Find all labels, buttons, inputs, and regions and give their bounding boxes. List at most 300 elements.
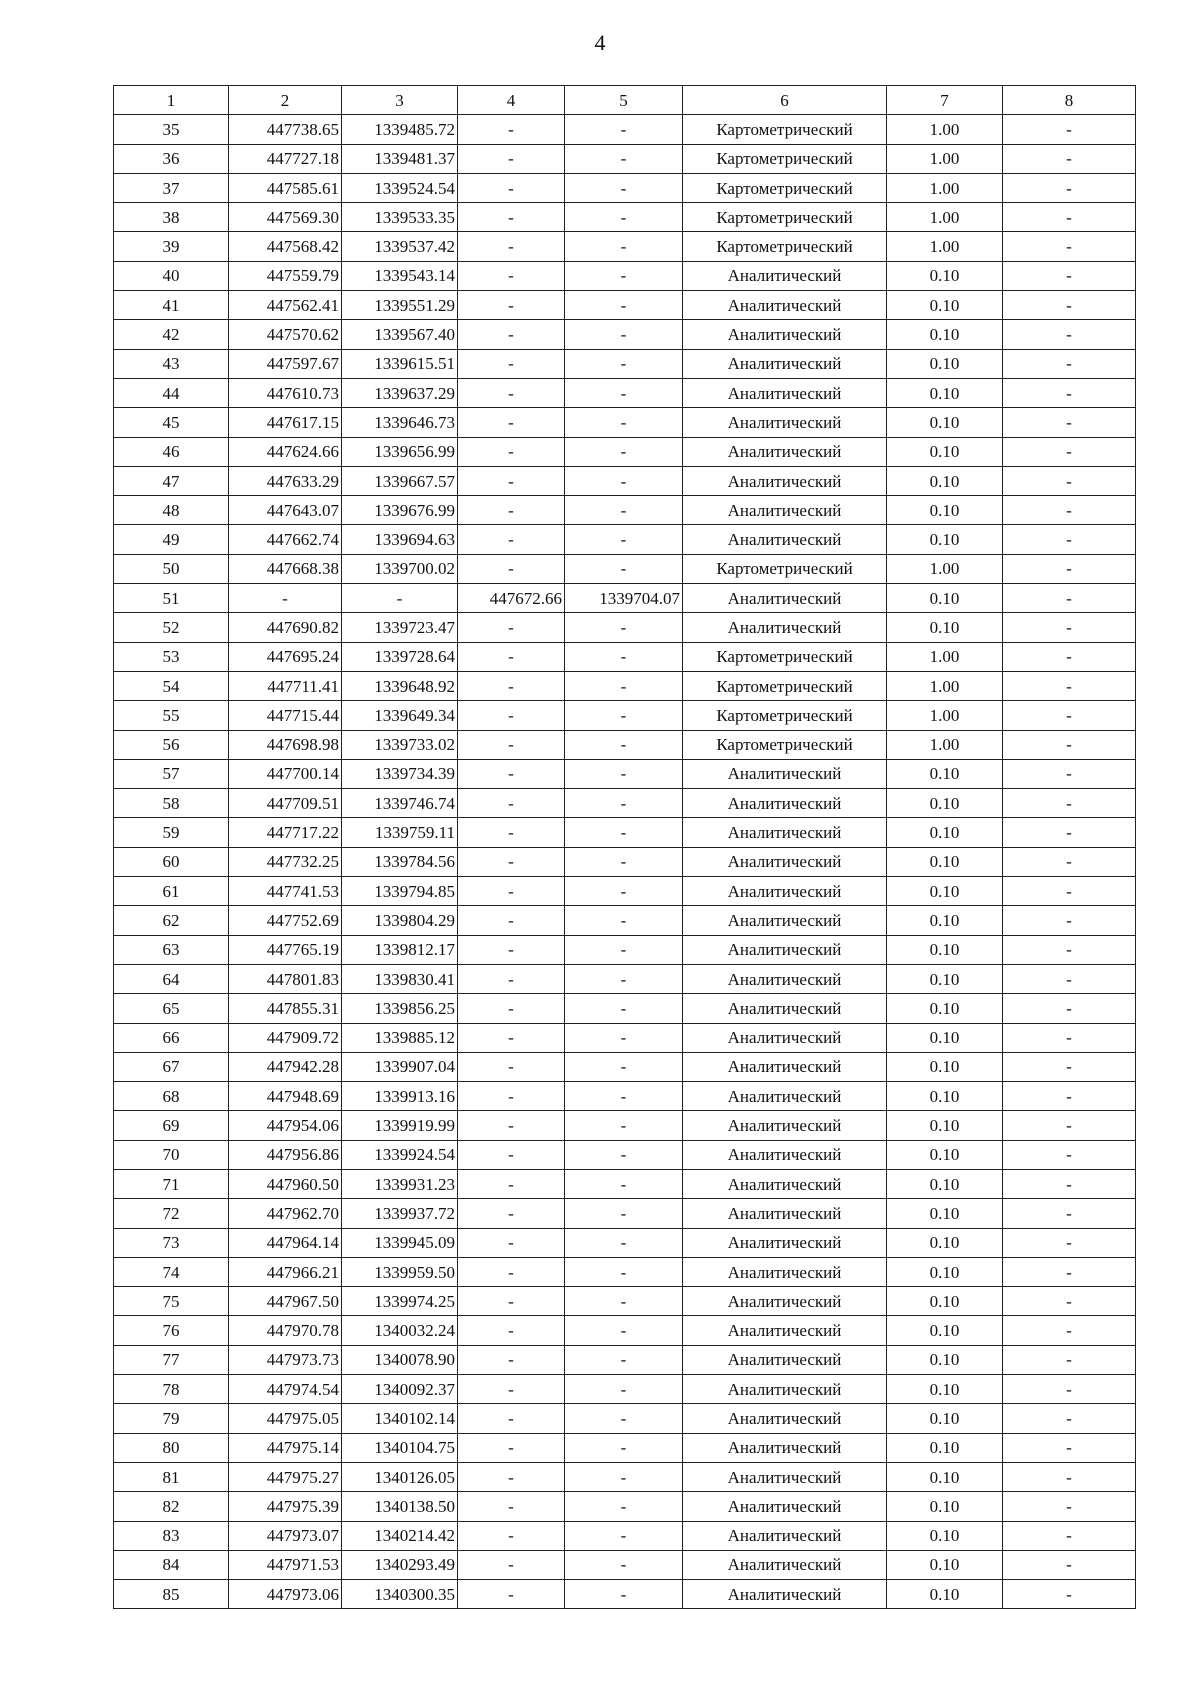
column-header: 8 (1003, 86, 1136, 115)
y-coordinate-cell: 1339812.17 (342, 935, 458, 964)
accuracy-cell: 0.10 (887, 1462, 1003, 1491)
method-cell: Аналитический (683, 1287, 887, 1316)
column-header: 4 (458, 86, 565, 115)
method-cell: Картометрический (683, 642, 887, 671)
y-new-cell: - (565, 115, 683, 144)
table-row (114, 1287, 1136, 1316)
table-row (114, 1169, 1136, 1198)
note-cell: - (1003, 261, 1136, 290)
method-cell: Аналитический (683, 1111, 887, 1140)
note-cell: - (1003, 935, 1136, 964)
accuracy-cell: 0.10 (887, 877, 1003, 906)
x-coordinate-cell: 447956.86 (229, 1140, 342, 1169)
accuracy-cell: 1.00 (887, 554, 1003, 583)
y-new-cell: - (565, 906, 683, 935)
note-cell: - (1003, 291, 1136, 320)
y-new-cell: 1339704.07 (565, 584, 683, 613)
table-row (114, 291, 1136, 320)
point-number-cell: 48 (114, 496, 229, 525)
x-coordinate-cell: 447973.07 (229, 1521, 342, 1550)
y-coordinate-cell: 1339804.29 (342, 906, 458, 935)
point-number-cell: 68 (114, 1082, 229, 1111)
table-row (114, 1404, 1136, 1433)
accuracy-cell: 0.10 (887, 1228, 1003, 1257)
accuracy-cell: 0.10 (887, 847, 1003, 876)
accuracy-cell: 0.10 (887, 1375, 1003, 1404)
y-coordinate-cell: 1340092.37 (342, 1375, 458, 1404)
x-coordinate-cell: 447568.42 (229, 232, 342, 261)
table-row (114, 671, 1136, 700)
y-new-cell: - (565, 789, 683, 818)
note-cell: - (1003, 818, 1136, 847)
table-row (114, 759, 1136, 788)
method-cell: Аналитический (683, 261, 887, 290)
note-cell: - (1003, 613, 1136, 642)
x-new-cell: - (458, 730, 565, 759)
point-number-cell: 55 (114, 701, 229, 730)
note-cell: - (1003, 1082, 1136, 1111)
x-coordinate-cell: 447668.38 (229, 554, 342, 583)
x-coordinate-cell: 447948.69 (229, 1082, 342, 1111)
x-coordinate-cell: 447974.54 (229, 1375, 342, 1404)
x-new-cell: - (458, 789, 565, 818)
point-number-cell: 71 (114, 1169, 229, 1198)
method-cell: Аналитический (683, 1492, 887, 1521)
accuracy-cell: 1.00 (887, 115, 1003, 144)
table-row (114, 1023, 1136, 1052)
x-coordinate-cell: 447709.51 (229, 789, 342, 818)
note-cell: - (1003, 320, 1136, 349)
note-cell: - (1003, 437, 1136, 466)
x-coordinate-cell: 447695.24 (229, 642, 342, 671)
note-cell: - (1003, 701, 1136, 730)
table-row (114, 466, 1136, 495)
note-cell: - (1003, 1111, 1136, 1140)
note-cell: - (1003, 554, 1136, 583)
table-row (114, 613, 1136, 642)
y-coordinate-cell: 1340300.35 (342, 1580, 458, 1609)
table-row (114, 1082, 1136, 1111)
method-cell: Аналитический (683, 1228, 887, 1257)
y-coordinate-cell: 1339656.99 (342, 437, 458, 466)
table-row (114, 349, 1136, 378)
y-coordinate-cell: 1339694.63 (342, 525, 458, 554)
y-new-cell: - (565, 818, 683, 847)
x-coordinate-cell: 447970.78 (229, 1316, 342, 1345)
x-coordinate-cell: 447855.31 (229, 994, 342, 1023)
method-cell: Аналитический (683, 1023, 887, 1052)
accuracy-cell: 1.00 (887, 730, 1003, 759)
accuracy-cell: 0.10 (887, 349, 1003, 378)
method-cell: Аналитический (683, 1404, 887, 1433)
point-number-cell: 65 (114, 994, 229, 1023)
y-coordinate-cell: 1339885.12 (342, 1023, 458, 1052)
x-new-cell: - (458, 349, 565, 378)
table-row (114, 935, 1136, 964)
method-cell: Аналитический (683, 1169, 887, 1198)
y-coordinate-cell: 1339794.85 (342, 877, 458, 906)
y-new-cell: - (565, 730, 683, 759)
accuracy-cell: 1.00 (887, 173, 1003, 202)
method-cell: Картометрический (683, 232, 887, 261)
note-cell: - (1003, 466, 1136, 495)
note-cell: - (1003, 1375, 1136, 1404)
note-cell: - (1003, 525, 1136, 554)
y-coordinate-cell: 1340102.14 (342, 1404, 458, 1433)
accuracy-cell: 0.10 (887, 1287, 1003, 1316)
y-new-cell: - (565, 613, 683, 642)
method-cell: Аналитический (683, 906, 887, 935)
x-coordinate-cell: 447690.82 (229, 613, 342, 642)
y-new-cell: - (565, 1287, 683, 1316)
method-cell: Аналитический (683, 818, 887, 847)
x-coordinate-cell: 447559.79 (229, 261, 342, 290)
method-cell: Аналитический (683, 291, 887, 320)
y-coordinate-cell: 1339830.41 (342, 964, 458, 993)
x-new-cell: - (458, 1345, 565, 1374)
y-coordinate-cell: 1339728.64 (342, 642, 458, 671)
method-cell: Аналитический (683, 1199, 887, 1228)
column-header: 7 (887, 86, 1003, 115)
note-cell: - (1003, 1199, 1136, 1228)
method-cell: Аналитический (683, 1462, 887, 1491)
method-cell: Аналитический (683, 1433, 887, 1462)
note-cell: - (1003, 349, 1136, 378)
table-row (114, 1228, 1136, 1257)
method-cell: Аналитический (683, 935, 887, 964)
table-row (114, 408, 1136, 437)
x-new-cell: - (458, 466, 565, 495)
y-new-cell: - (565, 496, 683, 525)
accuracy-cell: 1.00 (887, 144, 1003, 173)
x-new-cell: - (458, 1375, 565, 1404)
note-cell: - (1003, 115, 1136, 144)
note-cell: - (1003, 203, 1136, 232)
table-row (114, 789, 1136, 818)
note-cell: - (1003, 1228, 1136, 1257)
y-new-cell: - (565, 291, 683, 320)
y-coordinate-cell: 1339615.51 (342, 349, 458, 378)
column-header: 2 (229, 86, 342, 115)
method-cell: Аналитический (683, 1052, 887, 1081)
y-coordinate-cell: 1339537.42 (342, 232, 458, 261)
accuracy-cell: 0.10 (887, 466, 1003, 495)
x-new-cell: - (458, 1169, 565, 1198)
y-coordinate-cell: 1339551.29 (342, 291, 458, 320)
point-number-cell: 81 (114, 1462, 229, 1491)
y-coordinate-cell: 1339945.09 (342, 1228, 458, 1257)
x-coordinate-cell: 447971.53 (229, 1550, 342, 1579)
note-cell: - (1003, 232, 1136, 261)
point-number-cell: 82 (114, 1492, 229, 1521)
note-cell: - (1003, 1345, 1136, 1374)
point-number-cell: 58 (114, 789, 229, 818)
x-coordinate-cell: 447966.21 (229, 1257, 342, 1286)
method-cell: Аналитический (683, 349, 887, 378)
x-coordinate-cell: - (229, 584, 342, 613)
y-coordinate-cell: 1339784.56 (342, 847, 458, 876)
x-coordinate-cell: 447973.73 (229, 1345, 342, 1374)
point-number-cell: 39 (114, 232, 229, 261)
note-cell: - (1003, 1316, 1136, 1345)
table-row (114, 877, 1136, 906)
accuracy-cell: 0.10 (887, 1521, 1003, 1550)
x-new-cell: - (458, 496, 565, 525)
method-cell: Аналитический (683, 1521, 887, 1550)
table-row (114, 818, 1136, 847)
accuracy-cell: 0.10 (887, 1257, 1003, 1286)
point-number-cell: 67 (114, 1052, 229, 1081)
y-coordinate-cell: 1339924.54 (342, 1140, 458, 1169)
x-coordinate-cell: 447643.07 (229, 496, 342, 525)
table-row (114, 232, 1136, 261)
point-number-cell: 73 (114, 1228, 229, 1257)
y-coordinate-cell: 1340214.42 (342, 1521, 458, 1550)
y-new-cell: - (565, 1023, 683, 1052)
table-row (114, 1111, 1136, 1140)
x-coordinate-cell: 447964.14 (229, 1228, 342, 1257)
method-cell: Аналитический (683, 466, 887, 495)
x-coordinate-cell: 447741.53 (229, 877, 342, 906)
note-cell: - (1003, 378, 1136, 407)
y-coordinate-cell: 1339543.14 (342, 261, 458, 290)
x-new-cell: - (458, 232, 565, 261)
x-new-cell: - (458, 994, 565, 1023)
method-cell: Аналитический (683, 378, 887, 407)
accuracy-cell: 0.10 (887, 759, 1003, 788)
y-coordinate-cell: 1339937.72 (342, 1199, 458, 1228)
table-row (114, 1462, 1136, 1491)
accuracy-cell: 0.10 (887, 584, 1003, 613)
accuracy-cell: 0.10 (887, 525, 1003, 554)
x-new-cell: - (458, 1550, 565, 1579)
point-number-cell: 38 (114, 203, 229, 232)
y-coordinate-cell: 1339746.74 (342, 789, 458, 818)
y-new-cell: - (565, 554, 683, 583)
y-new-cell: - (565, 847, 683, 876)
x-new-cell: - (458, 1462, 565, 1491)
x-coordinate-cell: 447801.83 (229, 964, 342, 993)
accuracy-cell: 0.10 (887, 935, 1003, 964)
accuracy-cell: 0.10 (887, 1111, 1003, 1140)
point-number-cell: 43 (114, 349, 229, 378)
y-new-cell: - (565, 642, 683, 671)
coordinates-table (113, 85, 1136, 1609)
method-cell: Картометрический (683, 701, 887, 730)
y-coordinate-cell: 1339974.25 (342, 1287, 458, 1316)
x-coordinate-cell: 447975.39 (229, 1492, 342, 1521)
x-coordinate-cell: 447633.29 (229, 466, 342, 495)
table-row (114, 994, 1136, 1023)
point-number-cell: 45 (114, 408, 229, 437)
method-cell: Аналитический (683, 1375, 887, 1404)
x-coordinate-cell: 447765.19 (229, 935, 342, 964)
note-cell: - (1003, 789, 1136, 818)
table-row (114, 525, 1136, 554)
x-new-cell: - (458, 378, 565, 407)
x-new-cell: - (458, 1111, 565, 1140)
note-cell: - (1003, 1433, 1136, 1462)
table-row (114, 906, 1136, 935)
y-coordinate-cell: 1339481.37 (342, 144, 458, 173)
table-row (114, 496, 1136, 525)
accuracy-cell: 0.10 (887, 613, 1003, 642)
y-new-cell: - (565, 1345, 683, 1374)
x-new-cell: - (458, 1140, 565, 1169)
y-new-cell: - (565, 1257, 683, 1286)
point-number-cell: 44 (114, 378, 229, 407)
y-new-cell: - (565, 1169, 683, 1198)
y-coordinate-cell: 1339734.39 (342, 759, 458, 788)
point-number-cell: 69 (114, 1111, 229, 1140)
table-row (114, 437, 1136, 466)
x-new-cell: - (458, 1316, 565, 1345)
table-row (114, 1433, 1136, 1462)
point-number-cell: 59 (114, 818, 229, 847)
point-number-cell: 35 (114, 115, 229, 144)
point-number-cell: 47 (114, 466, 229, 495)
y-coordinate-cell: 1339959.50 (342, 1257, 458, 1286)
x-new-cell: - (458, 437, 565, 466)
note-cell: - (1003, 847, 1136, 876)
table-row (114, 203, 1136, 232)
accuracy-cell: 1.00 (887, 701, 1003, 730)
x-coordinate-cell: 447752.69 (229, 906, 342, 935)
method-cell: Картометрический (683, 671, 887, 700)
note-cell: - (1003, 1287, 1136, 1316)
x-new-cell: - (458, 613, 565, 642)
note-cell: - (1003, 671, 1136, 700)
note-cell: - (1003, 1492, 1136, 1521)
y-new-cell: - (565, 759, 683, 788)
x-coordinate-cell: 447975.14 (229, 1433, 342, 1462)
method-cell: Аналитический (683, 1550, 887, 1579)
y-new-cell: - (565, 994, 683, 1023)
y-new-cell: - (565, 1550, 683, 1579)
x-coordinate-cell: 447975.05 (229, 1404, 342, 1433)
note-cell: - (1003, 877, 1136, 906)
y-coordinate-cell: 1339913.16 (342, 1082, 458, 1111)
x-new-cell: - (458, 525, 565, 554)
point-number-cell: 61 (114, 877, 229, 906)
x-coordinate-cell: 447715.44 (229, 701, 342, 730)
y-new-cell: - (565, 1199, 683, 1228)
x-coordinate-cell: 447973.06 (229, 1580, 342, 1609)
method-cell: Аналитический (683, 1140, 887, 1169)
point-number-cell: 64 (114, 964, 229, 993)
y-new-cell: - (565, 378, 683, 407)
method-cell: Аналитический (683, 964, 887, 993)
y-new-cell: - (565, 1492, 683, 1521)
x-coordinate-cell: 447717.22 (229, 818, 342, 847)
x-coordinate-cell: 447698.98 (229, 730, 342, 759)
x-coordinate-cell: 447960.50 (229, 1169, 342, 1198)
x-new-cell: - (458, 1082, 565, 1111)
y-coordinate-cell: 1339723.47 (342, 613, 458, 642)
x-new-cell: - (458, 671, 565, 700)
table-row (114, 1375, 1136, 1404)
x-new-cell: - (458, 1433, 565, 1462)
accuracy-cell: 0.10 (887, 261, 1003, 290)
y-new-cell: - (565, 1462, 683, 1491)
table-row (114, 1316, 1136, 1345)
y-new-cell: - (565, 1521, 683, 1550)
accuracy-cell: 0.10 (887, 1345, 1003, 1374)
table-row (114, 115, 1136, 144)
method-cell: Аналитический (683, 408, 887, 437)
point-number-cell: 79 (114, 1404, 229, 1433)
point-number-cell: 66 (114, 1023, 229, 1052)
note-cell: - (1003, 408, 1136, 437)
accuracy-cell: 0.10 (887, 906, 1003, 935)
x-new-cell: - (458, 115, 565, 144)
table-row (114, 642, 1136, 671)
x-new-cell: - (458, 701, 565, 730)
point-number-cell: 52 (114, 613, 229, 642)
note-cell: - (1003, 1550, 1136, 1579)
x-coordinate-cell: 447975.27 (229, 1462, 342, 1491)
page-number: 4 (594, 30, 606, 55)
x-new-cell: - (458, 1580, 565, 1609)
method-cell: Аналитический (683, 525, 887, 554)
x-new-cell: - (458, 173, 565, 202)
point-number-cell: 60 (114, 847, 229, 876)
note-cell: - (1003, 496, 1136, 525)
table-row (114, 1521, 1136, 1550)
y-new-cell: - (565, 1580, 683, 1609)
note-cell: - (1003, 906, 1136, 935)
accuracy-cell: 0.10 (887, 1082, 1003, 1111)
method-cell: Аналитический (683, 1257, 887, 1286)
accuracy-cell: 0.10 (887, 1580, 1003, 1609)
table-row (114, 1345, 1136, 1374)
x-new-cell: - (458, 203, 565, 232)
x-coordinate-cell: 447610.73 (229, 378, 342, 407)
point-number-cell: 36 (114, 144, 229, 173)
accuracy-cell: 0.10 (887, 964, 1003, 993)
method-cell: Картометрический (683, 203, 887, 232)
method-cell: Аналитический (683, 847, 887, 876)
y-coordinate-cell: 1339648.92 (342, 671, 458, 700)
x-coordinate-cell: 447962.70 (229, 1199, 342, 1228)
table-row (114, 1550, 1136, 1579)
accuracy-cell: 0.10 (887, 1199, 1003, 1228)
table-row (114, 378, 1136, 407)
x-coordinate-cell: 447942.28 (229, 1052, 342, 1081)
table-row (114, 1199, 1136, 1228)
table-row (114, 1257, 1136, 1286)
table-row (114, 173, 1136, 202)
point-number-cell: 57 (114, 759, 229, 788)
y-new-cell: - (565, 1082, 683, 1111)
accuracy-cell: 0.10 (887, 437, 1003, 466)
y-coordinate-cell: 1339931.23 (342, 1169, 458, 1198)
y-coordinate-cell: 1339907.04 (342, 1052, 458, 1081)
y-coordinate-cell: 1339667.57 (342, 466, 458, 495)
x-new-cell: - (458, 1287, 565, 1316)
x-new-cell: - (458, 1492, 565, 1521)
y-coordinate-cell: 1339759.11 (342, 818, 458, 847)
y-new-cell: - (565, 408, 683, 437)
x-new-cell: - (458, 818, 565, 847)
note-cell: - (1003, 1521, 1136, 1550)
y-new-cell: - (565, 349, 683, 378)
x-coordinate-cell: 447727.18 (229, 144, 342, 173)
point-number-cell: 70 (114, 1140, 229, 1169)
y-new-cell: - (565, 173, 683, 202)
table-header-row (114, 86, 1136, 115)
table-row (114, 730, 1136, 759)
